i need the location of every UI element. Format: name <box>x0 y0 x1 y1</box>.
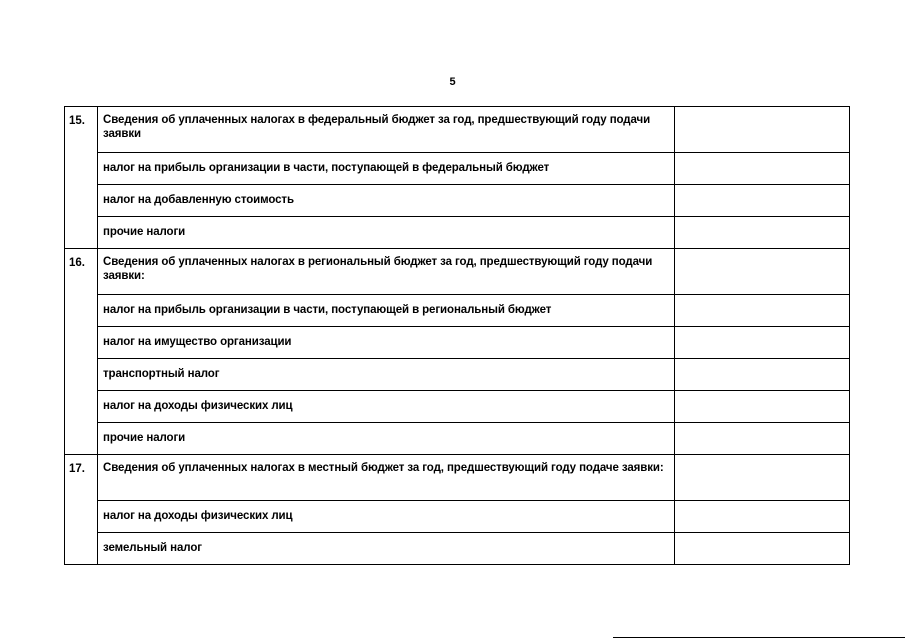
table-row <box>65 327 850 359</box>
value-field[interactable] <box>675 391 850 423</box>
table-row <box>65 501 850 533</box>
table-row <box>65 295 850 327</box>
value-field[interactable] <box>675 501 850 533</box>
value-field[interactable] <box>675 153 850 185</box>
page-number: 5 <box>449 76 456 88</box>
table-row <box>65 359 850 391</box>
section-heading: Сведения об уплаченных налогах в местный бюджет за год, предшествующий году подаче заявки: <box>98 455 675 501</box>
value-field[interactable] <box>675 249 850 295</box>
value-field[interactable] <box>675 217 850 249</box>
tax-item-label: налог на доходы физических лиц <box>98 501 675 533</box>
section-number: 16. <box>65 249 98 455</box>
section-heading: Сведения об уплаченных налогах в региональный бюджет за год, предшествующий году подачи заявки: <box>98 249 675 295</box>
section-number: 17. <box>65 455 98 565</box>
table-row <box>65 217 850 249</box>
tax-item-label: транспортный налог <box>98 359 675 391</box>
tax-item-label: налог на добавленную стоимость <box>98 185 675 217</box>
tax-item-label: земельный налог <box>98 533 675 565</box>
section-number: 15. <box>65 107 98 249</box>
value-field[interactable] <box>675 295 850 327</box>
footer-divider <box>613 637 905 638</box>
table-row <box>65 533 850 565</box>
value-field[interactable] <box>675 327 850 359</box>
value-field[interactable] <box>675 423 850 455</box>
tax-item-label: налог на прибыль организации в части, поступающей в региональный бюджет <box>98 295 675 327</box>
tax-item-label: налог на имущество организации <box>98 327 675 359</box>
value-field[interactable] <box>675 359 850 391</box>
value-field[interactable] <box>675 455 850 501</box>
tax-item-label: налог на прибыль организации в части, поступающей в федеральный бюджет <box>98 153 675 185</box>
table-row <box>65 185 850 217</box>
value-field[interactable] <box>675 107 850 153</box>
table-row <box>65 107 850 153</box>
tax-item-label: налог на доходы физических лиц <box>98 391 675 423</box>
value-field[interactable] <box>675 185 850 217</box>
tax-item-label: прочие налоги <box>98 217 675 249</box>
value-field[interactable] <box>675 533 850 565</box>
tax-info-table <box>64 106 850 565</box>
tax-item-label: прочие налоги <box>98 423 675 455</box>
table-row <box>65 423 850 455</box>
table-row <box>65 391 850 423</box>
table-row <box>65 455 850 501</box>
table-row <box>65 249 850 295</box>
section-heading: Сведения об уплаченных налогах в федеральный бюджет за год, предшествующий году подачи заявки <box>98 107 675 153</box>
table-row <box>65 153 850 185</box>
